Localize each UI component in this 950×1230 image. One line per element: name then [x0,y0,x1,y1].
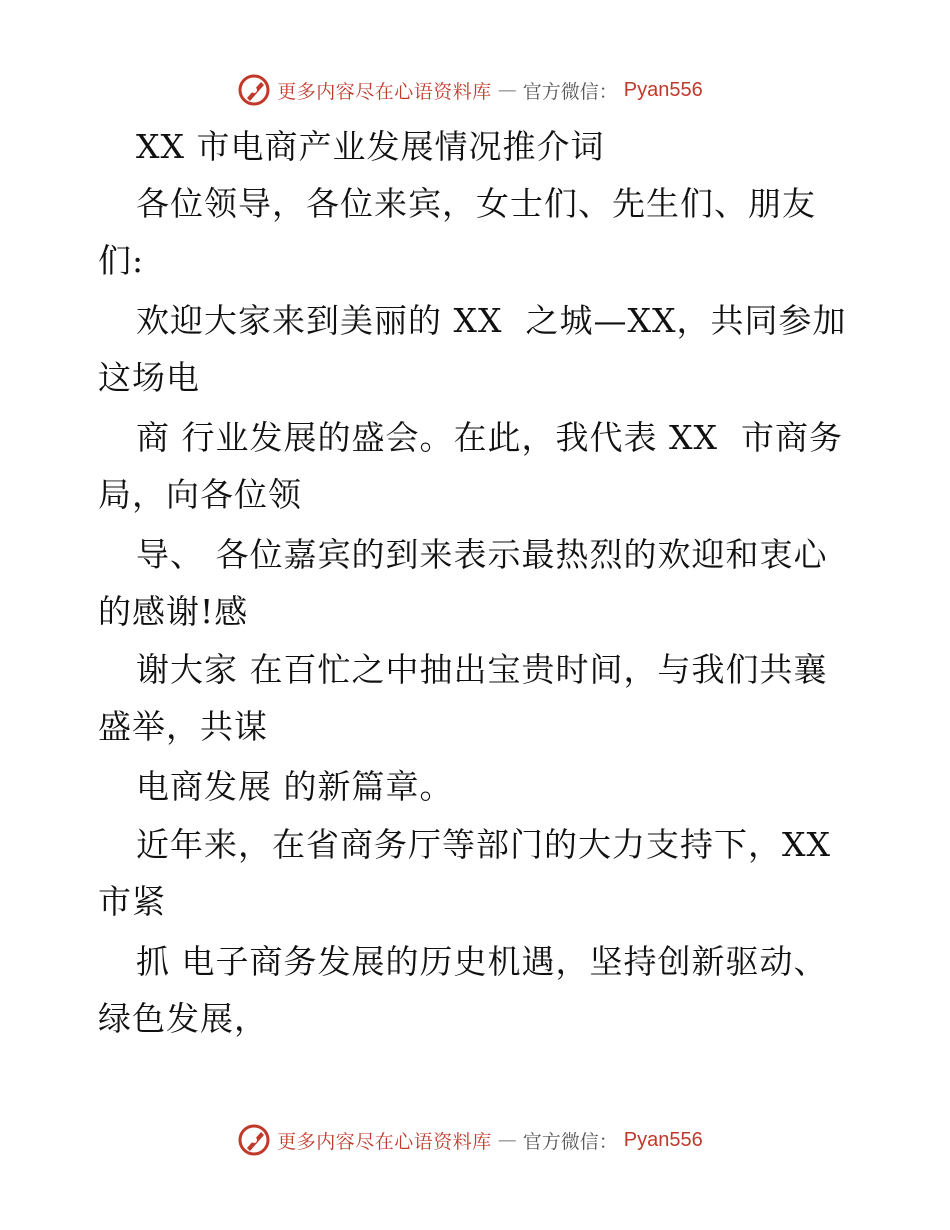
pen-logo-icon [237,1123,271,1157]
banner-wechat-label: 官方微信： [522,80,618,103]
footer-banner [0,1120,950,1160]
paragraph-line: 盛举，共谋 [98,707,268,746]
banner-separator: — [497,79,517,101]
pen-logo-icon [237,73,271,107]
paragraph-line: 近年来，在省商务厅等部门的大力支持下，XX [136,825,831,864]
paragraph-line: 局，向各位领 [98,475,302,514]
header-banner [0,70,950,110]
banner-slogan: 更多内容尽在心语资料库 [277,80,492,103]
paragraph-line: 谢大家 在百忙之中抽出宝贵时间，与我们共襄 [136,650,828,689]
banner-wechat-id: Pyan556 [623,1128,703,1151]
paragraph-line: 这场电 [98,358,200,397]
paragraph-line: 欢迎大家来到美丽的 XX 之城—XX，共同参加 [136,301,847,340]
paragraph-line: 电商发展 的新篇章。 [136,767,454,806]
banner-separator: — [497,1129,517,1151]
paragraph-line: 抓 电子商务发展的历史机遇，坚持创新驱动、 [136,942,828,981]
paragraph-line: 各位领导，各位来宾，女士们、先生们、朋友 [136,184,816,223]
paragraph-line: 市紧 [98,882,166,921]
paragraph-line: 商 行业发展的盛会。在此，我代表 XX 市商务 [136,418,843,457]
banner-wechat-id: Pyan556 [623,78,703,101]
paragraph-line: 绿色发展， [98,999,268,1038]
banner-wechat-label: 官方微信： [522,1130,618,1153]
paragraph-line: 导、 各位嘉宾的到来表示最热烈的欢迎和衷心 [136,535,828,574]
banner-slogan: 更多内容尽在心语资料库 [277,1130,492,1153]
paragraph-line: 的感谢!感 [98,592,249,631]
banner-content [237,1123,703,1157]
paragraph-line: 们: [98,241,145,280]
banner-content [237,73,703,107]
document-title: XX 市电商产业发展情况推介词 [136,127,605,166]
